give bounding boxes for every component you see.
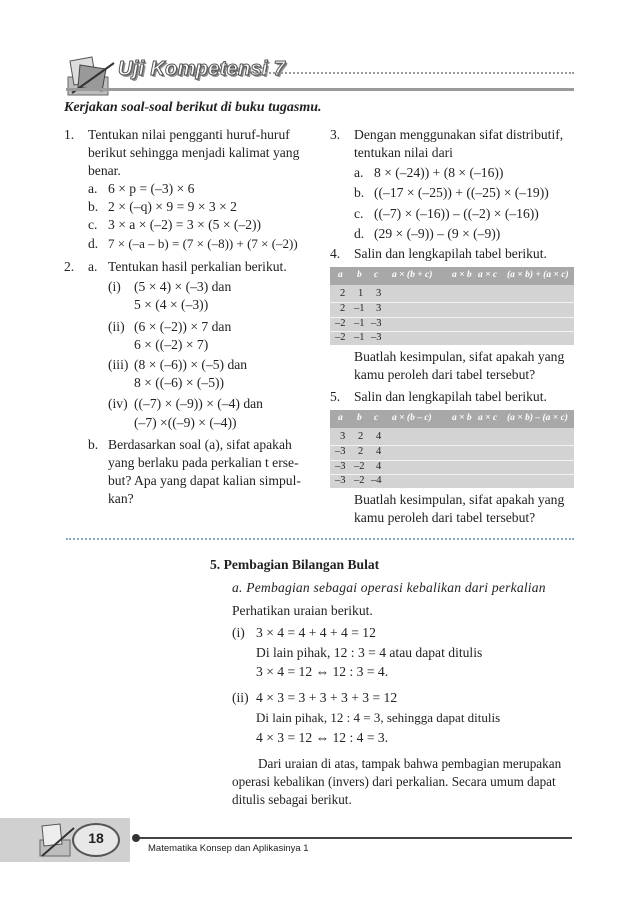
- table-cell: 3: [340, 431, 346, 442]
- q1-line: berikut sehingga menjadi kalimat yang: [88, 145, 300, 160]
- table-cell: –2: [354, 475, 365, 486]
- example-i-line2: Di lain pihak, 12 : 3 = 4 atau dapat ditulis: [256, 645, 483, 660]
- q1a-text: 6 × p = (–3) × 6: [108, 181, 195, 196]
- q4-note-line: Buatlah kesimpulan, sifat apakah yang: [354, 349, 565, 364]
- q2b-label: b.: [88, 437, 99, 452]
- q5-text: Salin dan lengkapilah tabel berikut.: [354, 389, 547, 404]
- instruction: Kerjakan soal-soal berikut di buku tugasmu.: [64, 100, 322, 115]
- table-header-cell: a: [338, 413, 343, 423]
- q2-i-line1: (5 × 4) × (–3) dan: [134, 279, 232, 294]
- table-cell: 1: [358, 288, 364, 299]
- table-cell: –3: [371, 332, 382, 343]
- q4-text: Salin dan lengkapilah tabel berikut.: [354, 246, 547, 261]
- q2b-line: kan?: [108, 491, 134, 506]
- table-cell: –4: [371, 475, 382, 486]
- q1b-label: b.: [88, 199, 99, 214]
- q3a-label: a.: [354, 165, 364, 180]
- q2b-line: yang berlaku pada perkalian t erse-: [108, 455, 299, 470]
- section-separator: [66, 538, 574, 540]
- table-cell: –1: [354, 332, 365, 343]
- q3c-label: c.: [354, 206, 364, 221]
- table-cell: 3: [376, 303, 382, 314]
- table-cell: 2: [340, 303, 346, 314]
- q3a-text: 8 × (–24)) + (8 × (–16)): [374, 165, 504, 180]
- q1c-label: c.: [88, 217, 98, 232]
- q2-i-label: (i): [108, 279, 121, 294]
- table-4: [330, 267, 574, 345]
- example-i-line1: 3 × 4 = 4 + 4 + 4 = 12: [256, 625, 376, 640]
- q2-iii-line2: 8 × ((–6) × (–5)): [134, 375, 225, 390]
- subsection-heading: a. Pembagian sebagai operasi kebalikan dari perkalian: [232, 580, 546, 595]
- q1a-label: a.: [88, 181, 98, 196]
- table-header-cell: (a × b) – (a × c): [507, 413, 568, 423]
- header-dotted-line: [258, 72, 574, 74]
- example-ii-line2: Di lain pihak, 12 : 4 = 3, sehingga dapat ditulis: [256, 710, 501, 725]
- example-ii-label: (ii): [232, 690, 249, 705]
- q3d-text: (29 × (–9)) – (9 × (–9)): [374, 226, 501, 241]
- table-cell: 4: [376, 446, 382, 457]
- table-5: [330, 410, 574, 488]
- table-header-cell: (a × b) + (a × c): [507, 270, 569, 280]
- example-i-line3: 3 × 4 = 12 ⇔ 12 : 3 = 4.: [256, 664, 389, 679]
- q2-iv-line1: ((–7) × (–9)) × (–4) dan: [134, 396, 263, 411]
- q5-number: 5.: [330, 389, 341, 404]
- q5-note-line: Buatlah kesimpulan, sifat apakah yang: [354, 492, 565, 507]
- table-cell: 3: [376, 288, 382, 299]
- table-cell: –3: [335, 475, 346, 486]
- table-header-cell: a × (b – c): [392, 413, 432, 423]
- q1d-text: 7 × (–a – b) = (7 × (–8)) + (7 × (–2)): [108, 236, 298, 251]
- q2b-line: but? Apa yang dapat kalian simpul-: [108, 473, 301, 488]
- q2-iii-label: (iii): [108, 357, 129, 372]
- table-cell: 4: [376, 461, 382, 472]
- q3-line: Dengan menggunakan sifat distributif,: [354, 127, 564, 142]
- table-cell: –1: [354, 303, 365, 314]
- table-header-cell: b: [357, 413, 362, 423]
- q1c-text: 3 × a × (–2) = 3 × (5 × (–2)): [108, 217, 262, 232]
- q1-line: Tentukan nilai pengganti huruf-huruf: [88, 127, 290, 142]
- table-cell: –2: [335, 332, 346, 343]
- q3c-text: ((–7) × (–16)) – ((–2) × (–16)): [374, 206, 539, 221]
- example-ii-line3: 4 × 3 = 12 ⇔ 12 : 4 = 3.: [256, 730, 389, 745]
- table-header-cell: c: [374, 413, 379, 423]
- table-cell: –2: [335, 318, 346, 329]
- table-header-cell: b: [357, 270, 362, 280]
- table-header-cell: a × c: [478, 413, 498, 423]
- table-cell: –1: [354, 318, 365, 329]
- q2-ii-line2: 6 × ((–2) × 7): [134, 337, 209, 352]
- table-header-cell: a × (b + c): [392, 270, 433, 280]
- table-cell: –3: [335, 446, 346, 457]
- section-title: Uji Kompetensi 7: [118, 58, 286, 80]
- q3b-label: b.: [354, 185, 365, 200]
- q4-note-line: kamu peroleh dari tabel tersebut?: [354, 367, 536, 382]
- intro-text: Perhatikan uraian berikut.: [232, 603, 373, 618]
- table-cell: 2: [358, 431, 364, 442]
- table-header-cell: a × b: [452, 270, 472, 280]
- q2-ii-line1: (6 × (–2)) × 7 dan: [134, 319, 232, 334]
- footer-rule: [138, 837, 572, 839]
- q2b-line: Berdasarkan soal (a), sifat apakah: [108, 437, 292, 452]
- q5-note-line: kamu peroleh dari tabel tersebut?: [354, 510, 536, 525]
- q4-number: 4.: [330, 246, 341, 261]
- q3b-text: ((–17 × (–25)) + ((–25) × (–19)): [374, 185, 549, 200]
- q1-line: benar.: [88, 163, 121, 178]
- q2-i-line2: 5 × (4 × (–3)): [134, 297, 209, 312]
- q3-line: tentukan nilai dari: [354, 145, 453, 160]
- header-rule: [66, 88, 574, 91]
- table-cell: 2: [358, 446, 364, 457]
- q2-ii-label: (ii): [108, 319, 125, 334]
- section-heading: 5. Pembagian Bilangan Bulat: [210, 557, 380, 572]
- paragraph-line: Dari uraian di atas, tampak bahwa pembagian merupakan: [258, 756, 562, 771]
- q3d-label: d.: [354, 226, 365, 241]
- paragraph-line: operasi kebalikan (invers) dari perkalian. Secara umum dapat: [232, 774, 556, 789]
- table-cell: –3: [371, 318, 382, 329]
- q2-iv-label: (iv): [108, 396, 128, 411]
- q1b-text: 2 × (–q) × 9 = 9 × 3 × 2: [108, 199, 237, 214]
- q2-iv-line2: (–7) ×((–9) × (–4)): [134, 415, 237, 430]
- table-cell: 4: [376, 431, 382, 442]
- example-i-label: (i): [232, 625, 245, 640]
- paragraph-line: ditulis sebagai berikut.: [232, 792, 352, 807]
- page-number: 18: [88, 830, 104, 846]
- table-cell: –2: [354, 461, 365, 472]
- q2a-text: Tentukan hasil perkalian berikut.: [108, 259, 287, 274]
- example-ii-line1: 4 × 3 = 3 + 3 + 3 + 3 = 12: [256, 690, 398, 705]
- table-header-cell: a × c: [478, 270, 498, 280]
- footer-bullet: [132, 834, 140, 842]
- q1-number: 1.: [64, 127, 75, 142]
- table-header-cell: c: [374, 270, 379, 280]
- q2a-label: a.: [88, 259, 98, 274]
- q2-number: 2.: [64, 259, 75, 274]
- q3-number: 3.: [330, 127, 341, 142]
- book-title: Matematika Konsep dan Aplikasinya 1: [148, 843, 309, 854]
- table-header-cell: a × b: [452, 413, 472, 423]
- q1d-label: d.: [88, 236, 99, 251]
- table-cell: –3: [335, 461, 346, 472]
- table-cell: 2: [340, 288, 346, 299]
- q2-iii-line1: (8 × (–6)) × (–5) dan: [134, 357, 248, 372]
- table-header-cell: a: [338, 270, 343, 280]
